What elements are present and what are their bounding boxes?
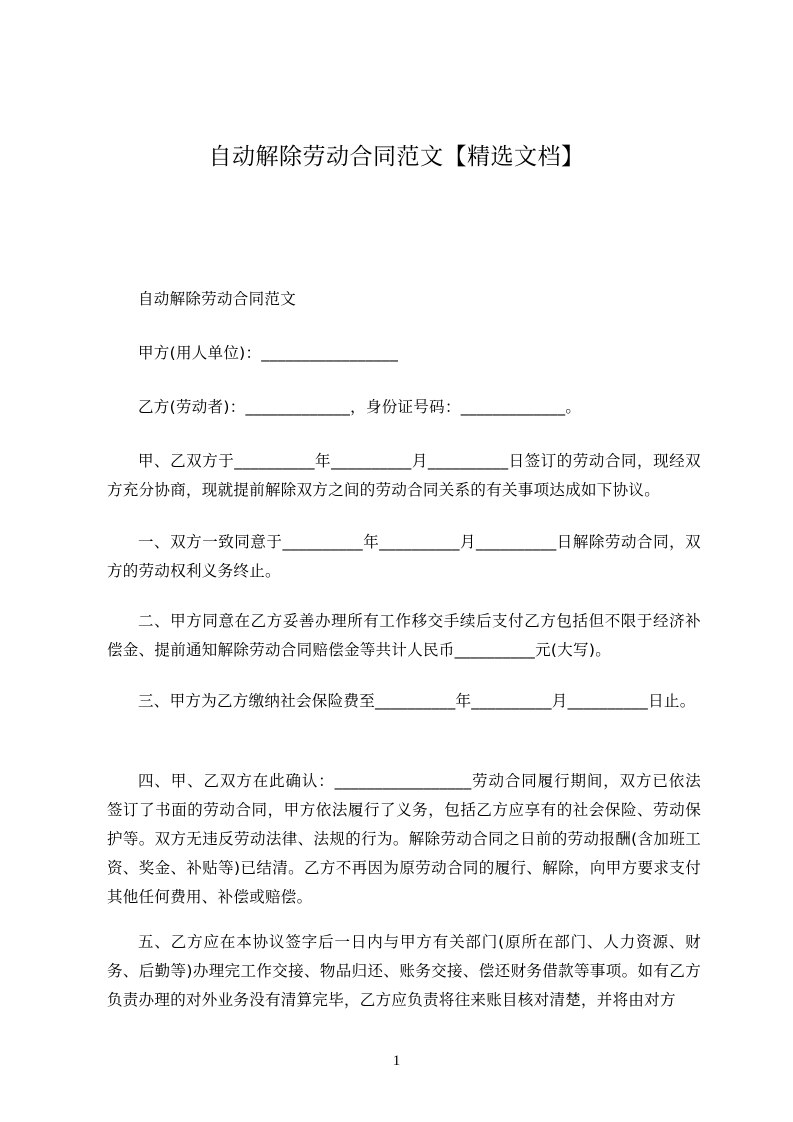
clause-1: 一、双方一致同意于__________年__________月__________日解除劳动合同，双方的劳动权利义务终止。 [107, 533, 701, 580]
party-b-field: 乙方(劳动者)：_____________，身份证号码：_____________。 [138, 398, 582, 416]
paragraph-intro: 甲、乙双方于__________年__________月__________日签订的劳动合同，现经双方充分协商，现就提前解除双方之间的劳动合同关系的有关事项达成如下协议。 [107, 452, 701, 499]
page-number: 1 [392, 1053, 401, 1069]
party-a-field: 甲方(用人单位)：_________________ [138, 344, 399, 362]
document-title: 自动解除劳动合同范文【精选文档】 [208, 144, 585, 170]
document-subtitle: 自动解除劳动合同范文 [138, 290, 297, 308]
clause-4: 四、甲、乙双方在此确认：_________________劳动合同履行期间，双方已依法签订了书面的劳动合同，甲方依法履行了义务，包括乙方应享有的社会保险、劳动保护等。双方无违反劳动法律、法规的行为。解除劳动合同之日前的劳动报酬(含加班工资、奖金、补贴等)已结清。乙方不再因为原劳动合同的履行、解除，向甲方要求支付其他任何费用、补偿或赔偿。 [107, 772, 701, 906]
clause-3: 三、甲方为乙方缴纳社会保险费至__________年__________月__________日止。 [138, 692, 696, 710]
clause-5: 五、乙方应在本协议签字后一日内与甲方有关部门(原所在部门、人力资源、财务、后勤等)办理完工作交接、物品归还、账务交接、偿还财务借款等事项。如有乙方负责办理的对外业务没有清算完毕，乙方应负责将往来账目核对清楚，并将由对方 [107, 933, 701, 1009]
clause-2: 二、甲方同意在乙方妥善办理所有工作移交手续后支付乙方包括但不限于经济补偿金、提前通知解除劳动合同赔偿金等共计人民币__________元(大写)。 [107, 612, 701, 659]
